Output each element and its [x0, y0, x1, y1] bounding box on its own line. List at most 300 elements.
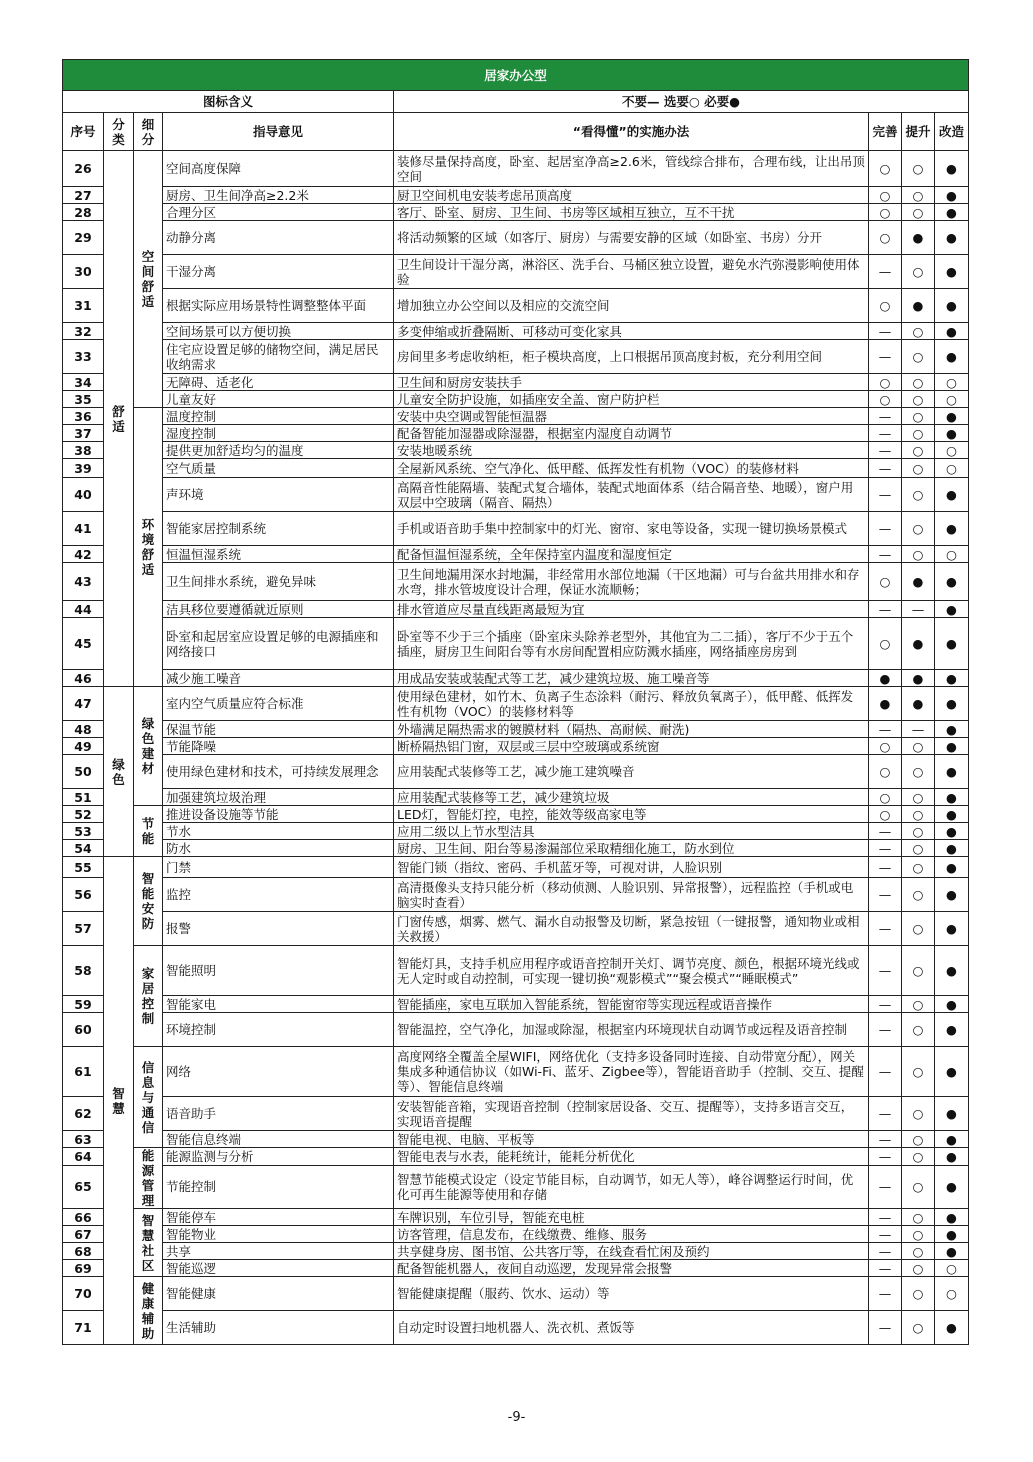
method-cell: 安装地暖系统	[394, 442, 869, 459]
subcategory-cell: 能 源 管 理	[134, 1148, 163, 1209]
method-cell: 安装中央空调或智能恒温器	[394, 408, 869, 425]
guide-cell: 节水	[163, 823, 394, 840]
row-number: 39	[63, 459, 104, 478]
col-header-perfect: 完善	[869, 113, 902, 151]
method-cell: 高隔音性能隔墙、装配式复合墙体，装配式地面体系（结合隔音垫、地暖），窗户用双层中空玻璃（隔音、隔热）	[394, 478, 869, 512]
row-number: 53	[63, 823, 104, 840]
upgrade-mark: ○	[902, 806, 935, 823]
table-row	[63, 1209, 969, 1226]
col-header-upgrade: 提升	[902, 113, 935, 151]
perfect-mark: —	[869, 459, 902, 478]
method-cell: 手机或语音助手集中控制家中的灯光、窗帘、家电等设备，实现一键切换场景模式	[394, 512, 869, 546]
perfect-mark: —	[869, 1226, 902, 1243]
table-row	[63, 323, 969, 340]
row-number: 40	[63, 478, 104, 512]
guide-cell: 节能降噪	[163, 738, 394, 755]
col-header-method: “看得懂”的实施办法	[394, 113, 869, 151]
table-row	[63, 1013, 969, 1047]
table-row	[63, 374, 969, 391]
renovate-mark: ●	[935, 478, 969, 512]
row-number: 42	[63, 546, 104, 563]
row-number: 49	[63, 738, 104, 755]
guide-cell: 提供更加舒适均匀的温度	[163, 442, 394, 459]
upgrade-mark: ○	[902, 204, 935, 221]
method-cell: 排水管道应尽量直线距离最短为宜	[394, 601, 869, 618]
col-header-renovate: 改造	[935, 113, 969, 151]
table-row	[63, 151, 969, 187]
upgrade-mark: ○	[902, 1013, 935, 1047]
upgrade-mark: ●	[902, 687, 935, 721]
method-cell: 卫生间地漏用深水封地漏，非经常用水部位地漏（干区地漏）可与台盆共用排水和存水弯，排水管坡度设计合理，保证水流顺畅；	[394, 563, 869, 601]
guide-cell: 能源监测与分析	[163, 1148, 394, 1166]
renovate-mark: ●	[935, 840, 969, 857]
upgrade-mark: ○	[902, 1047, 935, 1097]
row-number: 34	[63, 374, 104, 391]
perfect-mark: —	[869, 721, 902, 738]
guide-cell: 智能家居控制系统	[163, 512, 394, 546]
table-row	[63, 946, 969, 996]
method-cell: 高度网络全覆盖全屋WIFI，网络优化（支持多设备同时连接、自动带宽分配），网关集成多种通信协议（如Wi-Fi、蓝牙、Zigbee等），智能语音助手（控制、交互、提醒等）、智能信息终端	[394, 1047, 869, 1097]
perfect-mark: —	[869, 857, 902, 878]
perfect-mark: —	[869, 1047, 902, 1097]
method-cell: 智慧节能模式设定（设定节能目标，自动调节，如无人等），峰谷调整运行时间，优化可再生能源等使用和存储	[394, 1165, 869, 1208]
method-cell: 应用装配式装修等工艺，减少建筑垃圾	[394, 789, 869, 806]
perfect-mark: ●	[869, 687, 902, 721]
row-number: 48	[63, 721, 104, 738]
perfect-mark: ○	[869, 204, 902, 221]
guide-cell: 生活辅助	[163, 1311, 394, 1345]
guide-cell: 空间高度保障	[163, 151, 394, 187]
method-cell: 智能插座，家电互联加入智能系统，智能窗帘等实现远程或语音操作	[394, 996, 869, 1013]
upgrade-mark: ○	[902, 857, 935, 878]
row-number: 26	[63, 151, 104, 187]
method-cell: 智能灯具，支持手机应用程序或语音控制开关灯、调节亮度、颜色，根据环境光线或无人定时或自动控制，可实现一键切换“观影模式”“聚会模式”“睡眠模式”	[394, 946, 869, 996]
guide-cell: 智能信息终端	[163, 1131, 394, 1148]
category-cell: 智 慧	[104, 857, 134, 1345]
upgrade-mark: ○	[902, 478, 935, 512]
perfect-mark: ○	[869, 187, 902, 204]
renovate-mark: ●	[935, 187, 969, 204]
perfect-mark: —	[869, 823, 902, 840]
perfect-mark: —	[869, 1148, 902, 1166]
renovate-mark: ●	[935, 255, 969, 289]
method-cell: 智能温控，空气净化，加湿或除湿，根据室内环境现状自动调节或远程及语音控制	[394, 1013, 869, 1047]
table-row	[63, 601, 969, 618]
method-cell: 车牌识别，车位引导，智能充电桩	[394, 1209, 869, 1226]
perfect-mark: —	[869, 255, 902, 289]
upgrade-mark: ○	[902, 912, 935, 946]
method-cell: 全屋新风系统、空气净化、低甲醛、低挥发性有机物（VOC）的装修材料	[394, 459, 869, 478]
perfect-mark: —	[869, 878, 902, 912]
method-cell: 厨房、卫生间、阳台等易渗漏部位采取精细化施工，防水到位	[394, 840, 869, 857]
renovate-mark: ●	[935, 946, 969, 996]
guide-cell: 根据实际应用场景特性调整整体平面	[163, 289, 394, 323]
guide-cell: 智能照明	[163, 946, 394, 996]
guide-cell: 住宅应设置足够的储物空间，满足居民收纳需求	[163, 340, 394, 374]
upgrade-mark: ○	[902, 755, 935, 789]
renovate-mark: ●	[935, 1013, 969, 1047]
row-number: 46	[63, 670, 104, 687]
row-number: 63	[63, 1131, 104, 1148]
row-number: 67	[63, 1226, 104, 1243]
guide-cell: 节能控制	[163, 1165, 394, 1208]
perfect-mark: ○	[869, 789, 902, 806]
upgrade-mark: ○	[902, 1226, 935, 1243]
renovate-mark: ●	[935, 425, 969, 442]
renovate-mark: ○	[935, 1277, 969, 1311]
method-cell: 增加独立办公空间以及相应的交流空间	[394, 289, 869, 323]
guide-cell: 温度控制	[163, 408, 394, 425]
renovate-mark: ●	[935, 1165, 969, 1208]
method-cell: 卫生间和厨房安装扶手	[394, 374, 869, 391]
upgrade-mark: ○	[902, 546, 935, 563]
guide-cell: 推进设备设施等节能	[163, 806, 394, 823]
legend-label: 图标含义	[63, 91, 394, 113]
row-number: 31	[63, 289, 104, 323]
row-number: 45	[63, 618, 104, 670]
perfect-mark: —	[869, 946, 902, 996]
renovate-mark: ●	[935, 204, 969, 221]
renovate-mark: ●	[935, 738, 969, 755]
upgrade-mark: ○	[902, 391, 935, 408]
upgrade-mark: ○	[902, 374, 935, 391]
row-number: 35	[63, 391, 104, 408]
table-row	[63, 391, 969, 408]
renovate-mark: ●	[935, 1047, 969, 1097]
row-number: 64	[63, 1148, 104, 1166]
upgrade-mark: ○	[902, 151, 935, 187]
renovate-mark: ●	[935, 721, 969, 738]
method-cell: 房间里多考虑收纳柜，柜子模块高度，上口根据吊顶高度封板，充分利用空间	[394, 340, 869, 374]
subcategory-cell: 健 康 辅 助	[134, 1277, 163, 1345]
guide-cell: 恒温恒湿系统	[163, 546, 394, 563]
renovate-mark: ●	[935, 221, 969, 255]
row-number: 27	[63, 187, 104, 204]
renovate-mark: ●	[935, 323, 969, 340]
table-row	[63, 425, 969, 442]
renovate-mark: ●	[935, 601, 969, 618]
upgrade-mark: ○	[902, 512, 935, 546]
guide-cell: 防水	[163, 840, 394, 857]
row-number: 55	[63, 857, 104, 878]
guide-cell: 厨房、卫生间净高≥2.2米	[163, 187, 394, 204]
perfect-mark: —	[869, 1131, 902, 1148]
method-cell: 断桥隔热铝门窗，双层或三层中空玻璃或系统窗	[394, 738, 869, 755]
row-number: 38	[63, 442, 104, 459]
row-number: 32	[63, 323, 104, 340]
guide-cell: 网络	[163, 1047, 394, 1097]
method-cell: 厨卫空间机电安装考虑吊顶高度	[394, 187, 869, 204]
guide-cell: 动静分离	[163, 221, 394, 255]
category-cell: 舒 适	[104, 151, 134, 687]
table-title: 居家办公型	[63, 60, 969, 91]
perfect-mark: —	[869, 912, 902, 946]
renovate-mark: ●	[935, 912, 969, 946]
perfect-mark: ○	[869, 563, 902, 601]
table-row	[63, 442, 969, 459]
perfect-mark: —	[869, 1311, 902, 1345]
guide-cell: 儿童友好	[163, 391, 394, 408]
renovate-mark: ●	[935, 687, 969, 721]
row-number: 59	[63, 996, 104, 1013]
method-cell: 外墙满足隔热需求的镀膜材料（隔热、高耐候、耐洗)	[394, 721, 869, 738]
guide-cell: 使用绿色建材和技术，可持续发展理念	[163, 755, 394, 789]
table-row	[63, 618, 969, 670]
table-row	[63, 408, 969, 425]
row-number: 60	[63, 1013, 104, 1047]
table-row	[63, 1311, 969, 1345]
upgrade-mark: ○	[902, 323, 935, 340]
upgrade-mark: ●	[902, 221, 935, 255]
upgrade-mark: ●	[902, 289, 935, 323]
guide-cell: 语音助手	[163, 1097, 394, 1131]
guide-cell: 智能物业	[163, 1226, 394, 1243]
table-row	[63, 1047, 969, 1097]
table-row	[63, 912, 969, 946]
upgrade-mark: ○	[902, 823, 935, 840]
guide-cell: 卧室和起居室应设置足够的电源插座和网络接口	[163, 618, 394, 670]
renovate-mark: ●	[935, 1209, 969, 1226]
subcategory-cell: 节 能	[134, 806, 163, 857]
renovate-mark: ●	[935, 670, 969, 687]
guide-cell: 智能家电	[163, 996, 394, 1013]
renovate-mark: ●	[935, 618, 969, 670]
table-row	[63, 670, 969, 687]
guide-cell: 共享	[163, 1243, 394, 1260]
col-header-no: 序号	[63, 113, 104, 151]
table-row	[63, 289, 969, 323]
renovate-mark: ●	[935, 823, 969, 840]
row-number: 50	[63, 755, 104, 789]
row-number: 30	[63, 255, 104, 289]
table-row	[63, 806, 969, 823]
perfect-mark: —	[869, 840, 902, 857]
renovate-mark: ●	[935, 1311, 969, 1345]
perfect-mark: —	[869, 996, 902, 1013]
upgrade-mark: ○	[902, 1148, 935, 1166]
guide-cell: 减少施工噪音	[163, 670, 394, 687]
row-number: 61	[63, 1047, 104, 1097]
table-row	[63, 204, 969, 221]
upgrade-mark: ○	[902, 1260, 935, 1277]
table-row	[63, 1097, 969, 1131]
perfect-mark: —	[869, 1209, 902, 1226]
table-row	[63, 996, 969, 1013]
guide-cell: 卫生间排水系统，避免异味	[163, 563, 394, 601]
method-cell: 门窗传感，烟雾、燃气、漏水自动报警及切断，紧急按钮（一键报警，通知物业或相关救援）	[394, 912, 869, 946]
row-number: 29	[63, 221, 104, 255]
method-cell: 共享健身房、图书馆、公共客厅等，在线查看忙闲及预约	[394, 1243, 869, 1260]
upgrade-mark: ○	[902, 840, 935, 857]
guide-cell: 室内空气质量应符合标准	[163, 687, 394, 721]
renovate-mark: ●	[935, 151, 969, 187]
method-cell: LED灯，智能灯控，电控，能效等级高家电等	[394, 806, 869, 823]
method-cell: 装修尽量保持高度，卧室、起居室净高≥2.6米，管线综合排布，合理布线，让出吊顶空间	[394, 151, 869, 187]
perfect-mark: ○	[869, 391, 902, 408]
upgrade-mark: ○	[902, 996, 935, 1013]
guide-cell: 门禁	[163, 857, 394, 878]
row-number: 41	[63, 512, 104, 546]
guide-cell: 智能健康	[163, 1277, 394, 1311]
row-number: 47	[63, 687, 104, 721]
upgrade-mark: ○	[902, 187, 935, 204]
perfect-mark: —	[869, 478, 902, 512]
renovate-mark: ●	[935, 512, 969, 546]
table-row	[63, 1165, 969, 1208]
row-number: 66	[63, 1209, 104, 1226]
method-cell: 高清摄像头支持只能分析（移动侦测、人脸识别、异常报警），远程监控（手机或电脑实时查看）	[394, 878, 869, 912]
row-number: 69	[63, 1260, 104, 1277]
upgrade-mark: ○	[902, 789, 935, 806]
renovate-mark: ●	[935, 1148, 969, 1166]
subcategory-cell: 智 慧 社 区	[134, 1209, 163, 1277]
row-number: 56	[63, 878, 104, 912]
perfect-mark: —	[869, 1260, 902, 1277]
method-cell: 访客管理，信息发布，在线缴费、维修、服务	[394, 1226, 869, 1243]
table-row	[63, 840, 969, 857]
table-body	[63, 151, 969, 1345]
guide-cell: 智能巡逻	[163, 1260, 394, 1277]
perfect-mark: —	[869, 546, 902, 563]
category-cell: 绿 色	[104, 687, 134, 857]
guide-cell: 无障碍、适老化	[163, 374, 394, 391]
col-header-subcategory: 细分	[134, 113, 163, 151]
perfect-mark: ○	[869, 618, 902, 670]
perfect-mark: ●	[869, 670, 902, 687]
guide-cell: 干湿分离	[163, 255, 394, 289]
renovate-mark: ●	[935, 408, 969, 425]
perfect-mark: —	[869, 601, 902, 618]
guide-cell: 洁具移位要遵循就近原则	[163, 601, 394, 618]
renovate-mark: ●	[935, 806, 969, 823]
upgrade-mark: ○	[902, 1131, 935, 1148]
row-number: 70	[63, 1277, 104, 1311]
table-row	[63, 755, 969, 789]
subcategory-cell: 信 息 与 通 信	[134, 1047, 163, 1148]
guide-cell: 加强建筑垃圾治理	[163, 789, 394, 806]
method-cell: 应用二级以上节水型洁具	[394, 823, 869, 840]
renovate-mark: ●	[935, 289, 969, 323]
method-cell: 客厅、卧室、厨房、卫生间、书房等区域相互独立，互不干扰	[394, 204, 869, 221]
renovate-mark: ●	[935, 996, 969, 1013]
perfect-mark: ○	[869, 806, 902, 823]
guide-cell: 空气质量	[163, 459, 394, 478]
table-row	[63, 459, 969, 478]
perfect-mark: ○	[869, 374, 902, 391]
upgrade-mark: ○	[902, 442, 935, 459]
row-number: 54	[63, 840, 104, 857]
col-header-guide: 指导意见	[163, 113, 394, 151]
renovate-mark: ●	[935, 1131, 969, 1148]
perfect-mark: —	[869, 1013, 902, 1047]
row-number: 37	[63, 425, 104, 442]
table-row	[63, 857, 969, 878]
upgrade-mark: ○	[902, 1209, 935, 1226]
guideline-table	[62, 59, 969, 1345]
renovate-mark: ○	[935, 1260, 969, 1277]
renovate-mark: ●	[935, 755, 969, 789]
renovate-mark: ●	[935, 878, 969, 912]
table-row	[63, 340, 969, 374]
legend-symbols: 不要— 选要○ 必要●	[394, 91, 969, 113]
perfect-mark: ○	[869, 755, 902, 789]
renovate-mark: ○	[935, 391, 969, 408]
guide-cell: 湿度控制	[163, 425, 394, 442]
method-cell: 卧室等不少于三个插座（卧室床头除养老型外，其他宜为二二插），客厅不少于五个插座，厨房卫生间阳台等有水房间配置相应防溅水插座，网络插座房房到	[394, 618, 869, 670]
subcategory-cell: 家 居 控 制	[134, 946, 163, 1047]
table-row	[63, 478, 969, 512]
upgrade-mark: ○	[902, 340, 935, 374]
upgrade-mark: ○	[902, 1097, 935, 1131]
subcategory-cell: 智 能 安 防	[134, 857, 163, 946]
table-row	[63, 1131, 969, 1148]
perfect-mark: ○	[869, 289, 902, 323]
table-row	[63, 738, 969, 755]
upgrade-mark: ○	[902, 1165, 935, 1208]
upgrade-mark: ○	[902, 408, 935, 425]
method-cell: 配备智能加湿器或除湿器，根据室内湿度自动调节	[394, 425, 869, 442]
perfect-mark: —	[869, 340, 902, 374]
upgrade-mark: ●	[902, 563, 935, 601]
perfect-mark: —	[869, 1165, 902, 1208]
perfect-mark: —	[869, 1243, 902, 1260]
renovate-mark: ●	[935, 1226, 969, 1243]
method-cell: 智能门锁（指纹、密码、手机蓝牙等，可视对讲，人脸识别	[394, 857, 869, 878]
table-row	[63, 789, 969, 806]
row-number: 36	[63, 408, 104, 425]
upgrade-mark: ○	[902, 738, 935, 755]
method-cell: 使用绿色建材，如竹木、负离子生态涂料（耐污、释放负氧离子），低甲醛、低挥发性有机物（VOC）的装修材料等	[394, 687, 869, 721]
guide-cell: 合理分区	[163, 204, 394, 221]
renovate-mark: ●	[935, 1243, 969, 1260]
row-number: 51	[63, 789, 104, 806]
row-number: 71	[63, 1311, 104, 1345]
upgrade-mark: —	[902, 721, 935, 738]
perfect-mark: ○	[869, 151, 902, 187]
table-row	[63, 563, 969, 601]
method-cell: 安装智能音箱，实现语音控制（控制家居设备、交互、提醒等），支持多语言交互，实现语音提醒	[394, 1097, 869, 1131]
table-row	[63, 255, 969, 289]
upgrade-mark: —	[902, 601, 935, 618]
table-row	[63, 1277, 969, 1311]
row-number: 52	[63, 806, 104, 823]
method-cell: 用成品安装或装配式等工艺，减少建筑垃圾、施工噪音等	[394, 670, 869, 687]
method-cell: 将活动频繁的区域（如客厅、厨房）与需要安静的区域（如卧室、书房）分开	[394, 221, 869, 255]
renovate-mark: ○	[935, 374, 969, 391]
upgrade-mark: ○	[902, 878, 935, 912]
guide-cell: 监控	[163, 878, 394, 912]
upgrade-mark: ○	[902, 946, 935, 996]
upgrade-mark: ○	[902, 1243, 935, 1260]
table-row	[63, 187, 969, 204]
renovate-mark: ●	[935, 563, 969, 601]
row-number: 58	[63, 946, 104, 996]
renovate-mark: ●	[935, 789, 969, 806]
table-row	[63, 687, 969, 721]
row-number: 28	[63, 204, 104, 221]
perfect-mark: ○	[869, 221, 902, 255]
table-row	[63, 1226, 969, 1243]
method-cell: 卫生间设计干湿分离，淋浴区、洗手台、马桶区独立设置，避免水汽弥漫影响使用体验	[394, 255, 869, 289]
method-cell: 配备智能机器人，夜间自动巡逻，发现异常会报警	[394, 1260, 869, 1277]
perfect-mark: ○	[869, 738, 902, 755]
row-number: 44	[63, 601, 104, 618]
row-number: 43	[63, 563, 104, 601]
upgrade-mark: ○	[902, 459, 935, 478]
renovate-mark: ●	[935, 857, 969, 878]
guide-cell: 环境控制	[163, 1013, 394, 1047]
table-row	[63, 878, 969, 912]
